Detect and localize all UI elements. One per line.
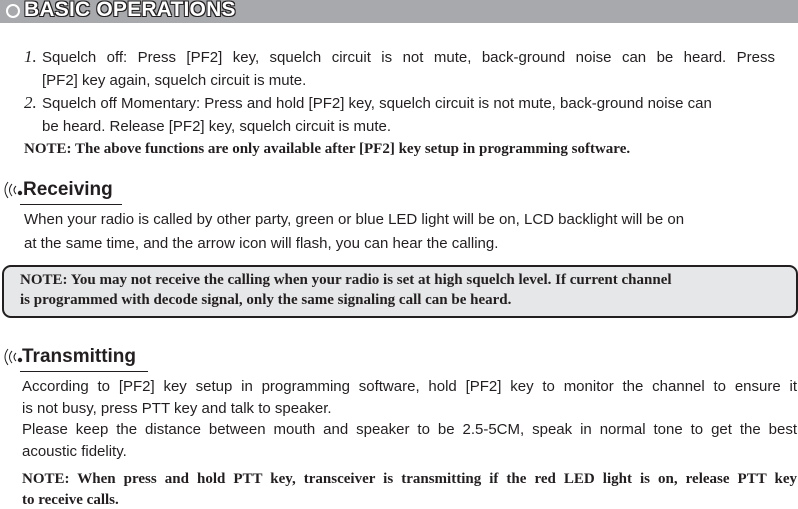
list-item-text: Squelch off: Press [PF2] key, squelch circuit is not mute, back-ground noise can be heard. Press <box>42 49 775 66</box>
paragraph-line: According to [PF2] key setup in programming software, hold [PF2] key to monitor the channel to ensure it <box>22 378 797 395</box>
title-underline <box>20 371 148 372</box>
note-text: is programmed with decode signal, only the same signaling call can be heard. <box>20 292 512 308</box>
paragraph-line: is not busy, press PTT key and talk to speaker. <box>22 400 332 417</box>
list-item-text: be heard. Release [PF2] key, squelch circuit is mute. <box>42 118 392 135</box>
circle-bullet-icon <box>6 4 20 18</box>
section-title-basic-operations: BASIC OPERATIONS <box>24 0 236 21</box>
note-text: to receive calls. <box>22 492 119 508</box>
paragraph-line: When your radio is called by other party, green or blue LED light will be on, LCD backlight will be on <box>24 211 685 228</box>
note-text: NOTE: You may not receive the calling when your radio is set at high squelch level. If current channel <box>20 272 672 288</box>
list-item-text: [PF2] key again, squelch circuit is mute. <box>42 72 307 89</box>
list-item-number: 2. <box>24 93 37 112</box>
paragraph-line: acoustic fidelity. <box>22 443 127 460</box>
note-text: NOTE: When press and hold PTT key, transceiver is transmitting if the red LED light is on, release PTT key <box>22 471 797 487</box>
section-title-transmitting: Transmitting <box>22 346 137 367</box>
list-item-number: 1. <box>24 47 37 66</box>
paragraph-line: at the same time, and the arrow icon will flash, you can hear the calling. <box>24 235 499 252</box>
section-title-receiving: Receiving <box>23 179 113 200</box>
title-underline <box>20 204 122 205</box>
note-text: NOTE: The above functions are only available after [PF2] key setup in programming software. <box>24 141 631 157</box>
list-item-text: Squelch off Momentary: Press and hold [PF2] key, squelch circuit is not mute, back-ground noise can <box>42 95 712 112</box>
paragraph-line: Please keep the distance between mouth and speaker to be 2.5-5CM, speak in normal tone to get the best <box>22 421 797 438</box>
